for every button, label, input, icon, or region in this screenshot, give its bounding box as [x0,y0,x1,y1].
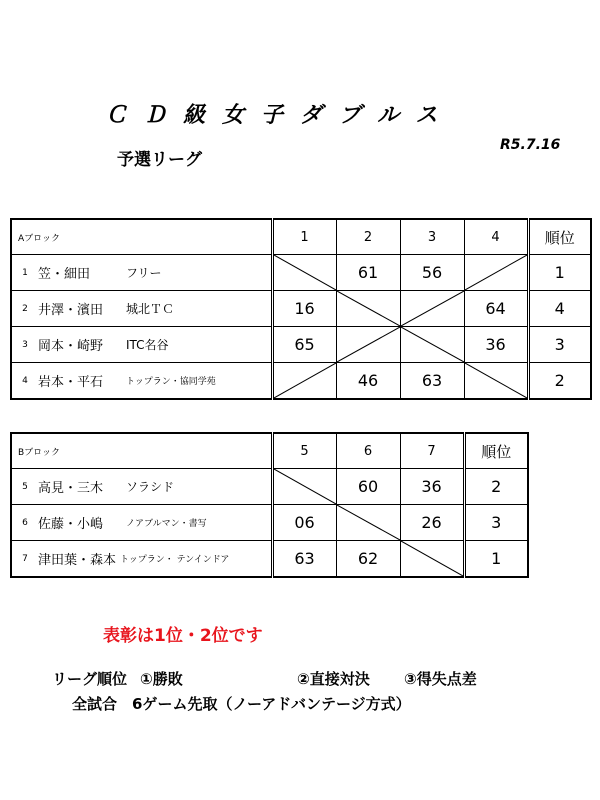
block-b-label: Bブロック [11,433,272,469]
diagonal-line [274,469,336,504]
player-cell [11,469,272,505]
block-a-col-3: 3 [400,219,464,255]
table-row [11,363,591,400]
block-a-label: Aブロック [11,219,272,255]
rank-cell: 2 [464,469,528,505]
score-cell: 36 [400,469,464,505]
block-b-header-row [11,433,528,469]
player-club: トップラン・協同学苑 [126,377,216,387]
player-number: 2 [22,303,28,314]
diagonal-line [465,255,527,290]
block-b-rank-header: 順位 [464,433,528,469]
player-number: 4 [22,375,28,386]
player-club: ソラシド [126,480,175,494]
player-number: 7 [22,553,28,564]
self-match-cell [272,469,336,505]
score-cell: 56 [400,255,464,291]
rank-cell: 4 [528,291,591,327]
rank-cell: 1 [464,541,528,578]
block-a-col-2: 2 [336,219,400,255]
player-club: ノアブルマン・書写 [126,519,207,529]
diagonal-line [274,255,336,290]
player-number: 6 [22,517,28,528]
diagonal-line [401,327,464,362]
score-cell: 62 [336,541,400,578]
criteria-head-to-head: ②直接対決 [297,670,370,688]
score-cell [464,255,528,291]
block-b-col-6: 6 [336,433,400,469]
score-cell: 36 [464,327,528,363]
diagonal-line [401,291,464,326]
player-pair: 佐藤・小嶋 [38,517,104,532]
page-subtitle: 予選リーグ [117,150,202,170]
score-cell: 64 [464,291,528,327]
score-cell: 06 [272,505,336,541]
award-note: 表彰は1位・2位です [103,626,263,646]
score-cell: 60 [336,469,400,505]
player-pair: 岡本・崎野 [38,339,104,354]
player-cell [11,541,272,578]
score-cell: 65 [272,327,336,363]
rank-cell: 1 [528,255,591,291]
score-cell [400,291,464,327]
score-cell: 26 [400,505,464,541]
diagonal-line [465,363,527,398]
diagonal-line [337,327,400,362]
block-b-col-5: 5 [272,433,336,469]
rank-cell: 2 [528,363,591,400]
rank-cell: 3 [464,505,528,541]
score-cell: 61 [336,255,400,291]
player-pair: 井澤・濱田 [38,303,104,318]
page-title: ＣＤ級女子ダブルス [105,103,455,128]
player-cell [11,327,272,363]
league-order-label: リーグ順位 [52,670,128,688]
block-a-header-row [11,219,591,255]
player-cell [11,255,272,291]
player-pair: 岩本・平石 [38,375,104,390]
player-pair: 津田葉・森本 [38,553,117,568]
score-cell: 16 [272,291,336,327]
player-number: 1 [22,267,28,278]
block-b-col-7: 7 [400,433,464,469]
event-date: R5.7.16 [500,137,561,153]
table-row [11,291,591,327]
player-club: ITC名谷 [126,338,169,352]
score-cell [272,363,336,400]
match-format: 全試合 6ゲーム先取（ノーアドバンテージ方式） [72,695,411,713]
table-row [11,505,528,541]
block-b-table [10,432,529,578]
block-a-table [10,218,592,400]
self-match-cell [336,291,400,327]
score-cell: 63 [400,363,464,400]
criteria-point-diff: ③得失点差 [404,670,477,688]
block-a-col-4: 4 [464,219,528,255]
player-cell [11,291,272,327]
block-a-col-1: 1 [272,219,336,255]
table-row [11,541,528,578]
player-pair: 高見・三木 [38,481,104,496]
criteria-win-loss: ①勝敗 [140,670,183,688]
player-pair: 笠・細田 [38,267,91,282]
self-match-cell [464,363,528,400]
diagonal-line [401,541,463,576]
diagonal-line [337,505,400,540]
diagonal-line [274,363,336,398]
player-cell [11,505,272,541]
self-match-cell [336,505,400,541]
diagonal-line [337,291,400,326]
player-number: 3 [22,339,28,350]
player-club: 城北ＴＣ [126,302,175,316]
table-row [11,255,591,291]
rank-cell: 3 [528,327,591,363]
table-row [11,469,528,505]
self-match-cell [400,327,464,363]
score-cell: 63 [272,541,336,578]
player-cell [11,363,272,400]
table-row [11,327,591,363]
score-cell [336,327,400,363]
self-match-cell [272,255,336,291]
ranking-criteria [52,668,592,690]
self-match-cell [400,541,464,578]
player-club: トップラン・ テンインドア [120,555,230,565]
block-a-rank-header: 順位 [528,219,591,255]
player-club: フリー [126,266,162,280]
player-number: 5 [22,481,28,492]
score-cell: 46 [336,363,400,400]
